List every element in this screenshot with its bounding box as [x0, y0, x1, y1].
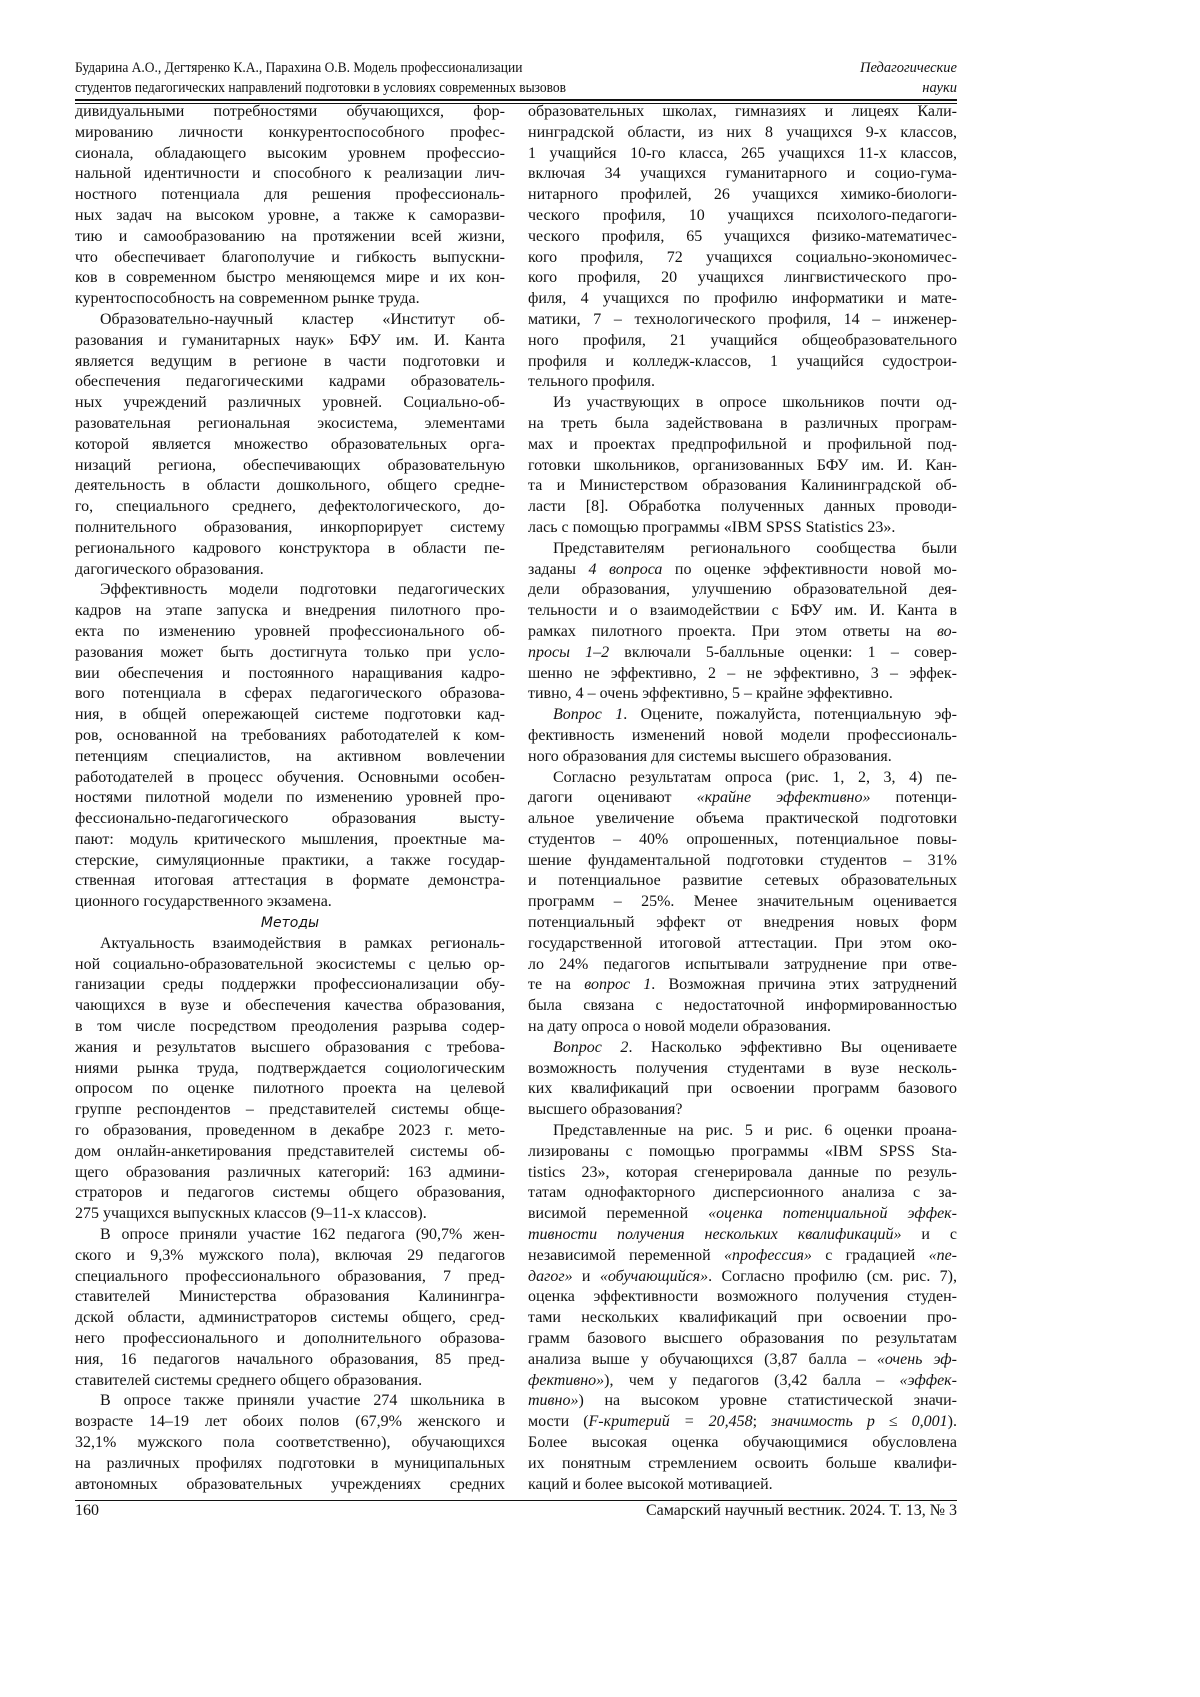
text-line — [528, 643, 957, 664]
italic-run: 4 вопроса — [588, 561, 662, 578]
text-line: 32,1% мужского пола соответственно), обучающихся — [75, 1433, 505, 1454]
text-line: тивно, 4 – очень эффективно, 5 – крайне эффективно. — [528, 684, 957, 705]
text-run: по оценке эффективности новой мо- — [662, 561, 957, 578]
italic-run: «профессия» — [724, 1247, 812, 1264]
italic-run: просы 1–2 — [528, 644, 609, 661]
left-column — [75, 102, 505, 1495]
paragraph — [528, 768, 957, 1038]
text-line: грамм базового высшего образования по результатам — [528, 1329, 957, 1350]
text-line: полнительного образования, инкорпорирует систему — [75, 518, 505, 539]
text-line: него профессионального и дополнительного образова- — [75, 1329, 505, 1350]
text-line — [528, 705, 957, 726]
text-line: Из участвующих в опросе школьников почти од- — [528, 393, 957, 414]
text-run: независимой переменной — [528, 1247, 724, 1264]
text-line: ниями рынка труда, подтверждается социологическим — [75, 1059, 505, 1080]
text-line: екта по изменению уровней профессионального об- — [75, 622, 505, 643]
italic-run: во- — [937, 623, 957, 640]
paragraph — [75, 102, 505, 310]
text-line: фессионально-педагогического образования высту- — [75, 809, 505, 830]
text-line: пают: модуль критического мышления, проектные ма- — [75, 830, 505, 851]
italic-run: фективно» — [528, 1372, 604, 1389]
footer-rule — [75, 1500, 957, 1501]
text-line: низаций региона, обеспечивающих образовательную — [75, 456, 505, 477]
text-line: сионала, обладающего высоким уровнем профессио- — [75, 144, 505, 165]
text-line: татам однофакторного дисперсионного анализа с за- — [528, 1183, 957, 1204]
text-line: государственной итоговой аттестации. При этом око- — [528, 934, 957, 955]
text-line: ния, в общей опережающей системе подготовки кад- — [75, 705, 505, 726]
text-line: дом онлайн-анкетирования представителей системы об- — [75, 1142, 505, 1163]
text-line: опросом по оценке пилотного проекта на целевой — [75, 1079, 505, 1100]
header-line-1: Бударина А.О., Дегтяренко К.А., Парахина О.В. Модель профессионализации — [75, 58, 566, 78]
text-line: работодателей в процесс обучения. Основными особен- — [75, 768, 505, 789]
italic-run: вопрос 1 — [584, 976, 651, 993]
text-line: разования может быть достигнута только при усло- — [75, 643, 505, 664]
paragraph — [528, 1038, 957, 1121]
italic-run: тивно» — [528, 1392, 578, 1409]
text-line: Эффективность модели подготовки педагогических — [75, 580, 505, 601]
text-line: тельного профиля. — [528, 372, 957, 393]
text-line: страторов и педагогов системы общего образования, — [75, 1183, 505, 1204]
text-run: . Возможная причина этих затруднений — [651, 976, 957, 993]
text-line: го, специального среднего, дефектологического, до- — [75, 497, 505, 518]
text-line: тию и самообразованию на протяжении всей жизни, — [75, 227, 505, 248]
italic-run: «оценка потенциальной эффек- — [708, 1205, 957, 1222]
text-line: оценка эффективности возможного получения студен- — [528, 1287, 957, 1308]
text-line: кого профиля, 20 учащихся лингвистического про- — [528, 268, 957, 289]
text-run: и с — [901, 1226, 957, 1243]
text-line: стерские, симуляционные практики, а также государ- — [75, 851, 505, 872]
text-line: ной социально-образовательной экосистемы с целью ор- — [75, 955, 505, 976]
text-line: регионального кадрового конструктора в области пе- — [75, 539, 505, 560]
text-run: мости ( — [528, 1413, 589, 1430]
text-line: высшего образования? — [528, 1100, 957, 1121]
text-line — [528, 560, 957, 581]
text-line: ставителей системы среднего общего образования. — [75, 1371, 505, 1392]
text-line: ностями пилотной модели по изменению уровней про- — [75, 788, 505, 809]
header-section-line-1: Педагогические — [860, 58, 957, 78]
text-run: . Насколько эффективно Вы оцениваете — [628, 1039, 957, 1056]
text-line — [528, 622, 957, 643]
italic-run: «очень эф- — [877, 1351, 957, 1368]
text-line: ного образования для системы высшего образования. — [528, 747, 957, 768]
text-line: ческого профиля, 65 учащихся физико-математичес- — [528, 227, 957, 248]
text-line: обеспечения педагогическими кадрами образователь- — [75, 372, 505, 393]
text-run: . Согласно профилю (см. рис. 7), — [708, 1268, 957, 1285]
text-line: ких квалификаций при освоении программ базового — [528, 1079, 957, 1100]
text-line: кадров на этапе запуска и внедрения пилотного про- — [75, 601, 505, 622]
section-heading: Методы — [75, 913, 505, 934]
text-line: Представителям регионального сообщества были — [528, 539, 957, 560]
header-line-2: студентов педагогических направлений подготовки в условиях современных вызовов — [75, 78, 566, 98]
text-line: мах и проектах предпрофильной и профильной под- — [528, 435, 957, 456]
text-line: ского и 9,3% мужского пола), включая 29 педагогов — [75, 1246, 505, 1267]
text-line: матики, 7 – технологического профиля, 14 – инженер- — [528, 310, 957, 331]
italic-run: «пе- — [929, 1247, 957, 1264]
text-line — [528, 1391, 957, 1412]
text-line: ния, 16 педагогов начального образования, 85 пред- — [75, 1350, 505, 1371]
text-line: Более высокая оценка обучающимися обусловлена — [528, 1433, 957, 1454]
text-line: ставителей Министерства образования Калинингра- — [75, 1287, 505, 1308]
text-line: го образования, проведенном в декабре 2023 г. мето- — [75, 1121, 505, 1142]
text-line: вии обеспечения и постоянного наращивания кадро- — [75, 664, 505, 685]
text-line: В опросе приняли участие 162 педагога (90,7% жен- — [75, 1225, 505, 1246]
text-run: ), чем у педагогов (3,42 балла – — [604, 1372, 899, 1389]
paragraph — [75, 580, 505, 913]
text-line: которой является множество образовательных орга- — [75, 435, 505, 456]
text-line: ласти [8]. Обработка полученных данных проводи- — [528, 497, 957, 518]
text-line: ных задач на высоком уровне, а также к саморазви- — [75, 206, 505, 227]
paragraph — [528, 539, 957, 705]
text-line: возрасте 14–19 лет обоих полов (67,9% женского и — [75, 1412, 505, 1433]
text-line: профиля и колледж-классов, 1 учащийся судострои- — [528, 352, 957, 373]
paragraph — [75, 1225, 505, 1391]
text-run: висимой переменной — [528, 1205, 708, 1222]
text-run: ) на высоком уровне статистической значи- — [578, 1392, 957, 1409]
paragraph — [528, 705, 957, 767]
text-line: что обеспечивает благополучие и гибкость выпускни- — [75, 248, 505, 269]
paragraph — [75, 310, 505, 580]
text-line: каций и более высокой мотивацией. — [528, 1475, 957, 1496]
text-line: кого профиля, 72 учащихся социально-экономичес- — [528, 248, 957, 269]
text-run: и — [573, 1268, 600, 1285]
text-line: ционного государственного экзамена. — [75, 892, 505, 913]
italic-run: тивности получения нескольких квалификаций» — [528, 1226, 901, 1243]
text-line: нальной идентичности и способного к реализации лич- — [75, 164, 505, 185]
text-line: потенциальный эффект от внедрения новых форм — [528, 913, 957, 934]
page-number: 160 — [75, 1502, 99, 1520]
text-line: была связана с недостаточной информированностью — [528, 996, 957, 1017]
text-line: Актуальность взаимодействия в рамках региональ- — [75, 934, 505, 955]
text-line — [528, 1225, 957, 1246]
text-line: чающихся в вузе и обеспечения качества образования, — [75, 996, 505, 1017]
text-line: ческого профиля, 10 учащихся психолого-педагоги- — [528, 206, 957, 227]
text-line: нитарного профилей, 26 учащихся химико-биологи- — [528, 185, 957, 206]
text-line — [528, 1371, 957, 1392]
text-run: рамках пилотного проекта. При этом ответы на — [528, 623, 937, 640]
text-line: нинградской области, из них 8 учащихся 9-х классов, — [528, 123, 957, 144]
text-line: дагогического образования. — [75, 560, 505, 581]
text-line: дской области, администраторов системы общего, сред- — [75, 1308, 505, 1329]
text-line: В опросе также приняли участие 274 школьника в — [75, 1391, 505, 1412]
text-line — [528, 1412, 957, 1433]
text-run: . Оцените, пожалуйста, потенциальную эф- — [623, 706, 957, 723]
text-line — [528, 975, 957, 996]
text-line: деятельность в области дошкольного, общего средне- — [75, 476, 505, 497]
paragraph — [528, 102, 957, 393]
text-line: фективность изменений новой модели профессиональ- — [528, 726, 957, 747]
header-section — [860, 58, 957, 98]
text-run: те на — [528, 976, 584, 993]
paragraph — [75, 1391, 505, 1495]
text-line: Образовательно-научный кластер «Институт об- — [75, 310, 505, 331]
text-line: жания и результатов высшего образования с требова- — [75, 1038, 505, 1059]
text-line: лизированы с помощью программы «IBM SPSS Sta- — [528, 1142, 957, 1163]
text-line: разовательная региональная экосистема, элементами — [75, 414, 505, 435]
text-line: на различных профилях подготовки в муниципальных — [75, 1454, 505, 1475]
text-line: дели образования, улучшению образовательной дея- — [528, 580, 957, 601]
text-line: образовательных школах, гимназиях и лицеях Кали- — [528, 102, 957, 123]
text-line: разования и гуманитарных наук» БФУ им. И. Канта — [75, 331, 505, 352]
text-line: автономных образовательных учреждениях средних — [75, 1475, 505, 1496]
header-article-title — [75, 58, 566, 98]
text-line: на дату опроса о новой модели образования. — [528, 1017, 957, 1038]
text-line: лась с помощью программы «IBM SPSS Statistics 23». — [528, 518, 957, 539]
text-line: филя, 4 учащихся по профилю информатики и мате- — [528, 289, 957, 310]
text-line: ных учреждений различных уровней. Социально-об- — [75, 393, 505, 414]
text-line: 275 учащихся выпускных классов (9–11-х классов). — [75, 1204, 505, 1225]
text-line: ков в современном быстро меняющемся мире и их кон- — [75, 268, 505, 289]
text-line: готовки школьников, организованных БФУ им. И. Кан- — [528, 456, 957, 477]
text-line: tistics 23», которая сгенерировала данные по резуль- — [528, 1163, 957, 1184]
text-line: ственная итоговая аттестация в формате демонстра- — [75, 871, 505, 892]
paragraph — [75, 934, 505, 1225]
text-line: щего образования различных категорий: 163 админи- — [75, 1163, 505, 1184]
italic-run: F-критерий = 20,458 — [589, 1413, 753, 1430]
right-column — [528, 102, 957, 1495]
italic-run: значимость p ≤ 0,001 — [771, 1413, 948, 1430]
text-line: дивидуальными потребностями обучающихся, фор- — [75, 102, 505, 123]
text-line: включая 34 учащихся гуманитарного и социо-гума- — [528, 164, 957, 185]
text-line: специального профессионального образования, 7 пред- — [75, 1267, 505, 1288]
paragraph — [528, 1121, 957, 1495]
text-line: и потенциальное развитие сетевых образовательных — [528, 871, 957, 892]
text-line: Представленные на рис. 5 и рис. 6 оценки проана- — [528, 1121, 957, 1142]
text-run: включали 5-балльные оценки: 1 – совер- — [609, 644, 957, 661]
journal-citation: Самарский научный вестник. 2024. Т. 13, № 3 — [646, 1502, 957, 1520]
text-run: ). — [948, 1413, 957, 1430]
text-line: студентов – 40% опрошенных, потенциальное повы- — [528, 830, 957, 851]
italic-run: «обучающийся» — [600, 1268, 708, 1285]
text-line: возможность получения студентами в вузе несколь- — [528, 1059, 957, 1080]
paragraph — [528, 393, 957, 539]
text-run: ; — [753, 1413, 771, 1430]
text-line: вого потенциала в сферах педагогического образова- — [75, 684, 505, 705]
header-section-line-2: науки — [860, 78, 957, 98]
text-run: потенци- — [871, 789, 958, 806]
text-line: ло 24% педагогов испытывали затруднение при отве- — [528, 955, 957, 976]
text-line: Согласно результатам опроса (рис. 1, 2, 3, 4) пе- — [528, 768, 957, 789]
text-line: мированию личности конкурентоспособного профес- — [75, 123, 505, 144]
text-line: шенно не эффективно, 2 – не эффективно, 3 – эффек- — [528, 664, 957, 685]
italic-run: «крайне эффективно» — [697, 789, 871, 806]
text-line: тельности и о взаимодействии с БФУ им. И. Канта в — [528, 601, 957, 622]
text-line: альное увеличение объема практической подготовки — [528, 809, 957, 830]
text-line — [528, 1246, 957, 1267]
text-line: их понятным стремлением освоить больше квалифи- — [528, 1454, 957, 1475]
text-line — [528, 1267, 957, 1288]
text-line: шение фундаментальной подготовки студентов – 31% — [528, 851, 957, 872]
text-line: в том числе посредством преодоления разрыва содер- — [75, 1017, 505, 1038]
text-line — [528, 788, 957, 809]
text-line — [528, 1350, 957, 1371]
text-line: программ – 25%. Менее значительным оценивается — [528, 892, 957, 913]
text-line: тами нескольких квалификаций при освоении про- — [528, 1308, 957, 1329]
text-line: ганизации среды поддержки профессионализации обу- — [75, 975, 505, 996]
text-line: петенциям специалистов, на активном вовлечении — [75, 747, 505, 768]
text-line: ров, основанной на требованиях работодателей к ком- — [75, 726, 505, 747]
text-line: ного профиля, 21 учащийся общеобразовательного — [528, 331, 957, 352]
text-line — [528, 1038, 957, 1059]
text-run: анализа выше у обучающихся (3,87 балла – — [528, 1351, 877, 1368]
italic-run: Вопрос 1 — [553, 706, 623, 723]
text-line: 1 учащийся 10-го класса, 265 учащихся 11-х классов, — [528, 144, 957, 165]
text-line — [528, 1204, 957, 1225]
text-line: группе респондентов – представителей системы обще- — [75, 1100, 505, 1121]
text-run: с градацией — [812, 1247, 929, 1264]
italic-run: «эффек- — [900, 1372, 957, 1389]
text-run: дагоги оценивают — [528, 789, 697, 806]
text-line: та и Министерством образования Калининградской об- — [528, 476, 957, 497]
italic-run: Вопрос 2 — [553, 1039, 628, 1056]
text-line: на треть была задействована в различных програм- — [528, 414, 957, 435]
italic-run: дагог» — [528, 1268, 573, 1285]
text-line: ностного потенциала для решения профессиональ- — [75, 185, 505, 206]
text-line: является ведущим в регионе в части подготовки и — [75, 352, 505, 373]
header-rule-thick — [75, 99, 957, 101]
text-run: заданы — [528, 561, 588, 578]
text-line: курентоспособность на современном рынке труда. — [75, 289, 505, 310]
